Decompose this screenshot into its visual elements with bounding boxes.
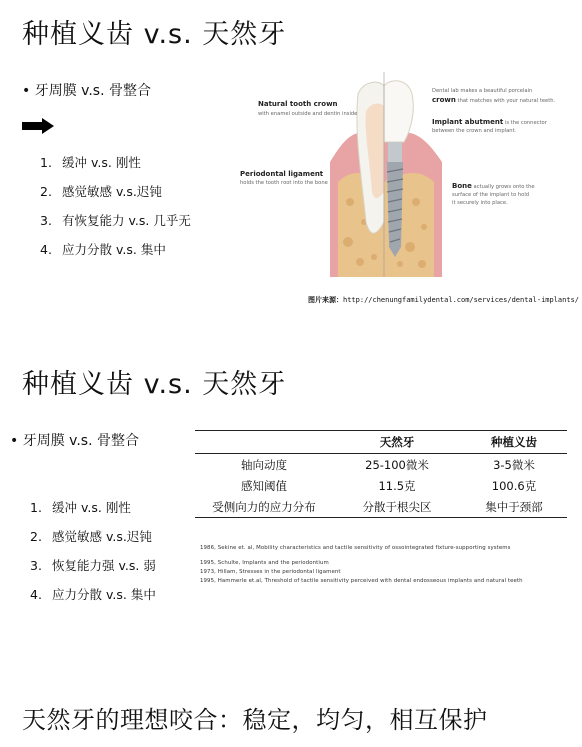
label-crown: crown that matches with your natural teeth. [432, 96, 556, 104]
tooth-implant-illustration [330, 72, 442, 277]
label-natural-crown: Natural tooth crown [258, 100, 338, 108]
slide2-list-item: 3. 恢复能力强 v.s. 弱 [30, 558, 156, 573]
label-dental-lab: Dental lab makes a beautiful porcelain [432, 88, 533, 94]
slide2-list-item: 1. 缓冲 v.s. 刚性 [30, 500, 131, 515]
table-cell: 轴向动度 [241, 457, 287, 472]
table-row [195, 454, 567, 476]
label-periodontal-ligament-desc: holds the tooth root into the bone [240, 180, 328, 186]
table-cell: 分散于根尖区 [333, 496, 461, 518]
label-implant-abutment: Implant abutment is the connector [432, 118, 547, 126]
slide1-list-item: 1. 缓冲 v.s. 刚性 [40, 155, 141, 170]
table-cell: 100.6克 [491, 478, 537, 493]
label-periodontal-ligament: Periodontal ligament [240, 170, 324, 178]
slide2-list-item: 4. 应力分散 v.s. 集中 [30, 587, 156, 602]
table-cell: 集中于颈部 [461, 496, 567, 518]
table-header-row [195, 431, 567, 454]
table-header-cell: 天然牙 [333, 431, 461, 454]
comparison-table [195, 430, 567, 518]
slide1-list-item: 2. 感觉敏感 v.s.迟钝 [40, 184, 162, 199]
label-bone: Bone actually grows onto the [452, 182, 535, 190]
reference-text: 1973, Hillam, Stresses in the periodontal ligament [200, 569, 341, 575]
table-row [195, 496, 567, 518]
slide2-bullet: • 牙周膜 v.s. 骨整合 [10, 433, 140, 449]
occlusion-heading: 天然牙的理想咬合：稳定，均匀，相互保护 [22, 706, 488, 734]
label-bone-desc: it securely into place. [452, 200, 508, 206]
reference-text: 1986, Sekine et. al, Mobility characteristics and tactile sensitivity of ossointegrated fixture-supporting systems [200, 545, 511, 551]
table-header-cell [195, 431, 333, 454]
label-natural-crown-desc: with enamel outside and dentin inside [258, 111, 358, 117]
right-arrow-icon [22, 118, 54, 134]
table-cell: 受侧向力的应力分布 [195, 496, 333, 518]
reference-text: 1995, Hammerle et.al, Threshold of tactile sensitivity perceived with dental endosseous implants and natural teeth [200, 578, 523, 584]
label-implant-abutment-desc: between the crown and implant. [432, 128, 517, 134]
reference-text: 1995, Schulte, Implants and the periodontium [200, 560, 329, 566]
table-cell: 25-100微米 [365, 457, 429, 472]
slide1-list-item: 3. 有恢复能力 v.s. 几乎无 [40, 213, 191, 228]
slide2-list-item: 2. 感觉敏感 v.s.迟钝 [30, 529, 152, 544]
slide1-title: 种植义齿 v.s. 天然牙 [22, 19, 287, 50]
table-header-cell: 种植义齿 [461, 431, 567, 454]
table-cell: 3-5微米 [493, 457, 535, 472]
table-cell: 11.5克 [378, 478, 416, 493]
slide2-title: 种植义齿 v.s. 天然牙 [22, 369, 287, 400]
image-credit: 图片来源：http://chenungfamilydental.com/services/dental-implants/ [308, 296, 580, 304]
table-row [195, 475, 567, 496]
table-cell: 感知阈值 [241, 478, 287, 493]
slide1-list-item: 4. 应力分散 v.s. 集中 [40, 242, 166, 257]
slide1-bullet: • 牙周膜 v.s. 骨整合 [22, 83, 152, 99]
label-bone-desc: surface of the implant to hold [452, 192, 530, 198]
